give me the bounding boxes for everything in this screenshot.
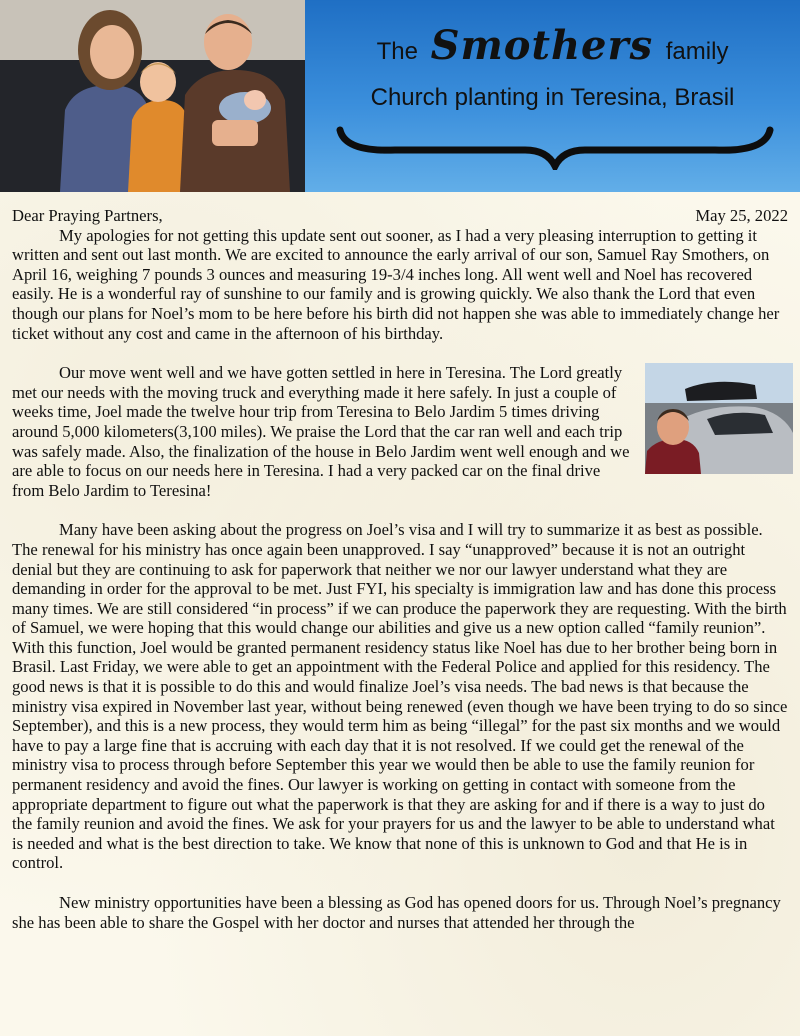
move-section [12,363,788,500]
car-photo-illustration [645,363,793,474]
family-photo [0,0,305,192]
letter-body [12,206,788,932]
letter-header [0,0,800,192]
banner-subtitle: Church planting in Teresina, Brasil [370,84,735,111]
title-the: The [376,38,418,65]
paragraph-visa: Many have been asking about the progress on Joel’s visa and I will try to summarize it as best as possible. The renewal for his ministry has once again been unapproved. I say “unapproved” because it is not an outright denial but they are continuing to ask for paperwork that neither we nor our lawyer understand what they are demanding in order for the approval to be met. Just FYI, his specialty is immigration law and has done this process many times. We are still considered “in process” if we can produce the paperwork they are requesting. With the birth of Samuel, we were hoping that this would change our abilities and give us a new option called “family reunion”. With this function, Joel would be granted permanent residency status like Noel has due to her brother being born in Brasil. Last Friday, we were able to get an appointment with the Federal Police and applied for this residency. The good news is that it is possible to do this and would finalize Joel’s visa needs. The bad news is that because the ministry visa expired in November last year, without being renewed (even though we have been trying to do so since September), and this is a new process, they would term him as being “illegal” for the past six months and we would have to pay a large fine that is accruing with each day that it is not resolved. If we could get the renewal of the ministry visa to process through before September this year we would then be able to use the family reunion for permanent residency and avoid the fines. Our lawyer is working on getting in contact with someone from the appropriate department to figure out what the paperwork is that they are asking for and if there is a way to just do the family reunion and avoid the fines. We ask for your prayers for us and the lawyer to be able to understand what is needed and what is the best direction to take. We know that none of this is unknown to God and that He is in control. [12,520,788,873]
dateline [12,206,788,226]
banner-title [305,22,800,69]
title-banner [305,0,800,192]
salutation: Dear Praying Partners, [12,206,163,225]
letter-date: May 25, 2022 [695,206,788,225]
family-photo-illustration [0,0,305,192]
title-family-name: Smothers [430,22,654,69]
curly-brace-decoration [335,120,775,170]
title-family-word: family [665,38,729,65]
paragraph-move: Our move went well and we have gotten settled in here in Teresina. The Lord greatly met our needs with the moving truck and everything made it here safely. In just a couple of weeks time, Joel made the twelve hour trip from Teresina to Belo Jardim 5 times driving around 5,000 kilometers(3,100 miles). We praise the Lord that the car ran well and each trip was safely made. Also, the finalization of the house in Belo Jardim went well enough and we are able to focus on our needs here in Teresina. I had a very packed car on the final drive from Belo Jardim to Teresina! [12,363,630,500]
car-photo [645,363,793,474]
paragraph-birth-announcement: My apologies for not getting this update sent out sooner, as I had a very pleasing interruption to getting it written and sent out last month. We are excited to announce the early arrival of our son, Samuel Ray Smothers, on April 16, weighing 7 pounds 3 ounces and measuring 19-3/4 inches long. All went well and Noel has recovered easily. He is a wonderful ray of sunshine to our family and is growing quickly. We also thank the Lord that even though our plans for Noel’s mom to be here before his birth did not happen she was able to immediately change her ticket without any cost and came in the afternoon of his birthday. [12,225,780,343]
paragraph-ministry: New ministry opportunities have been a blessing as God has opened doors for us. Through Noel’s pregnancy she has been able to share the Gospel with her doctor and nurses that attended her through the [12,893,781,932]
